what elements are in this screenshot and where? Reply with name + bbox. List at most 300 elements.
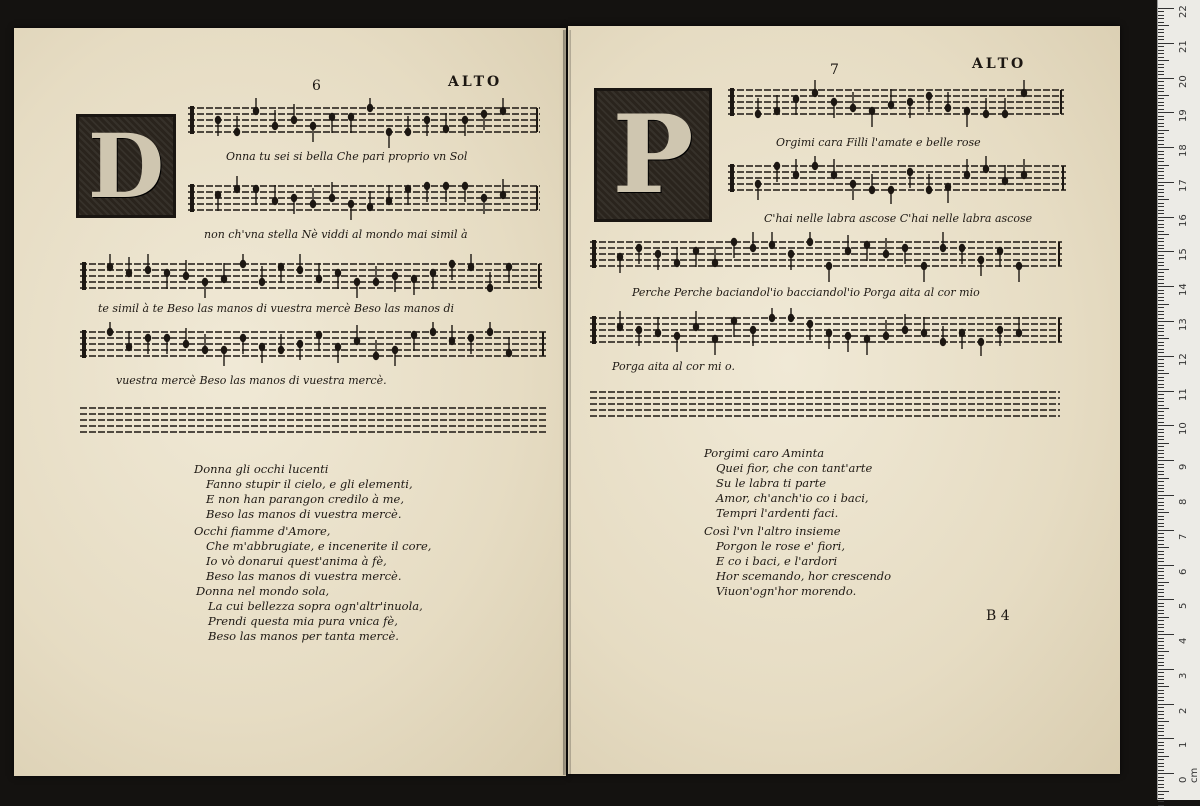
ruler-minor-tick (1158, 272, 1164, 273)
initial-letter-p: P (612, 92, 694, 218)
ruler-minor-tick (1158, 742, 1164, 743)
ruler-minor-tick (1158, 325, 1164, 326)
stanza-line: Tempri l'ardenti faci. (716, 506, 839, 520)
ruler-minor-tick (1158, 582, 1169, 583)
ruler-minor-tick (1158, 537, 1164, 538)
ruler-minor-tick (1158, 366, 1164, 367)
ruler-minor-tick (1158, 700, 1164, 701)
ruler-minor-tick (1158, 571, 1164, 572)
ruler-label: 11 (1178, 387, 1189, 401)
ruler-tick (1158, 634, 1174, 635)
ruler-minor-tick (1158, 307, 1164, 308)
ruler-minor-tick (1158, 335, 1164, 336)
staff-right-1-svg (728, 80, 1064, 130)
ruler-minor-tick (1158, 255, 1164, 256)
lyric-right-1: Orgimi cara Filli l'amate e belle rose (776, 136, 981, 149)
ruler-minor-tick (1158, 641, 1164, 642)
ruler-minor-tick (1158, 300, 1164, 301)
ruler-minor-tick (1158, 526, 1164, 527)
ruler-minor-tick (1158, 805, 1164, 806)
ruler-minor-tick (1158, 126, 1164, 127)
ruler-minor-tick (1158, 658, 1164, 659)
ruler-minor-tick (1158, 279, 1164, 280)
clef-mark (82, 262, 86, 290)
ruler-minor-tick (1158, 756, 1169, 757)
stanza-line: Beso las manos di vuestra mercè. (206, 569, 402, 583)
ruler-minor-tick (1158, 443, 1169, 444)
stanza-line: Quei fior, che con tant'arte (716, 461, 873, 475)
ruler-minor-tick (1158, 370, 1164, 371)
ruler-tick (1158, 704, 1174, 705)
ruler-minor-tick (1158, 763, 1164, 764)
ruler-minor-tick (1158, 745, 1164, 746)
ruler-label: 0 cm (1178, 767, 1200, 784)
ruler-minor-tick (1158, 603, 1164, 604)
ruler-minor-tick (1158, 471, 1164, 472)
ruler-minor-tick (1158, 91, 1164, 92)
ruler-minor-tick (1158, 133, 1164, 134)
ruler-tick (1158, 78, 1174, 79)
ruler-minor-tick (1158, 766, 1164, 767)
left-decorated-initial (76, 114, 176, 218)
staff-right-4 (590, 308, 1062, 358)
staff-right-1 (728, 80, 1064, 130)
clef-mark (190, 184, 194, 212)
ruler-tick (1158, 530, 1174, 531)
stanza-line: Che m'abbrugiate, e incenerite il core, (206, 539, 432, 553)
ruler-minor-tick (1158, 32, 1164, 33)
ruler-minor-tick (1158, 721, 1169, 722)
ruler-minor-tick (1158, 363, 1164, 364)
ruler-tick (1158, 356, 1174, 357)
ruler-minor-tick (1158, 227, 1164, 228)
ruler-minor-tick (1158, 606, 1164, 607)
stanza-line: Donna nel mondo sola, (196, 584, 330, 598)
ruler-minor-tick (1158, 36, 1164, 37)
ruler-minor-tick (1158, 22, 1164, 23)
clef-mark (592, 316, 596, 344)
ruler-minor-tick (1158, 46, 1164, 47)
ruler-minor-tick (1158, 439, 1164, 440)
ruler-minor-tick (1158, 304, 1169, 305)
ruler-minor-tick (1158, 265, 1164, 266)
ruler-label: 14 (1178, 283, 1189, 297)
ruler-minor-tick (1158, 798, 1164, 799)
clef-mark (190, 106, 194, 134)
ruler-minor-tick (1158, 50, 1164, 51)
ruler-minor-tick (1158, 415, 1164, 416)
stanza-line: Su le labra ti parte (716, 476, 827, 490)
ruler-minor-tick (1158, 380, 1164, 381)
ruler-tick (1158, 251, 1174, 252)
ruler-minor-tick (1158, 714, 1164, 715)
initial-letter-d: D (87, 114, 165, 218)
ruler-minor-tick (1158, 67, 1164, 68)
ruler-minor-tick (1158, 787, 1164, 788)
stanza-line: Io vò donarui quest'anima à fè, (206, 554, 387, 568)
ruler-minor-tick (1158, 178, 1164, 179)
clef-mark (730, 88, 734, 116)
ruler-minor-tick (1158, 224, 1164, 225)
ruler-minor-tick (1158, 731, 1164, 732)
staff-left-empty (80, 398, 548, 442)
ruler-label: 1 (1178, 742, 1189, 749)
staff-left-empty-svg (80, 398, 548, 442)
ruler-minor-tick (1158, 175, 1164, 176)
ruler-minor-tick (1158, 554, 1164, 555)
ruler-minor-tick (1158, 683, 1164, 684)
ruler-minor-tick (1158, 516, 1164, 517)
stanza-line: La cui bellezza sopra ogn'altr'inuola, (208, 599, 423, 613)
ruler-minor-tick (1158, 749, 1164, 750)
ruler-minor-tick (1158, 651, 1169, 652)
ruler-tick (1158, 286, 1174, 287)
ruler-minor-tick (1158, 328, 1164, 329)
ruler-minor-tick (1158, 770, 1164, 771)
staff-left-4 (80, 322, 546, 372)
ruler-label: 13 (1178, 318, 1189, 332)
ruler-minor-tick (1158, 645, 1164, 646)
ruler-tick (1158, 669, 1174, 670)
ruler-minor-tick (1158, 199, 1169, 200)
ruler-minor-tick (1158, 220, 1164, 221)
ruler-minor-tick (1158, 408, 1169, 409)
ruler-minor-tick (1158, 140, 1164, 141)
ruler-minor-tick (1158, 561, 1164, 562)
stanza-line: Porgimi caro Aminta (704, 446, 825, 460)
ruler-minor-tick (1158, 690, 1164, 691)
ruler-minor-tick (1158, 144, 1164, 145)
ruler-minor-tick (1158, 210, 1164, 211)
ruler-minor-tick (1158, 575, 1164, 576)
stanza-line: Amor, ch'anch'io co i baci, (716, 491, 869, 505)
ruler-minor-tick (1158, 589, 1164, 590)
ruler-tick (1158, 43, 1174, 44)
ruler-label: 8 (1178, 498, 1189, 505)
ruler-minor-tick (1158, 29, 1164, 30)
ruler-minor-tick (1158, 359, 1164, 360)
clef-mark (730, 164, 734, 192)
ruler-minor-tick (1158, 314, 1164, 315)
ruler-tick (1158, 773, 1174, 774)
ruler-minor-tick (1158, 60, 1169, 61)
ruler-tick (1158, 391, 1174, 392)
ruler-minor-tick (1158, 801, 1164, 802)
ruler-label: 12 (1178, 353, 1189, 366)
ruler-minor-tick (1158, 189, 1164, 190)
ruler-minor-tick (1158, 491, 1164, 492)
ruler-minor-tick (1158, 116, 1164, 117)
ruler-label: 16 (1178, 213, 1189, 227)
ruler-minor-tick (1158, 196, 1164, 197)
ruler-minor-tick (1158, 620, 1164, 621)
ruler-minor-tick (1158, 71, 1164, 72)
ruler-label: 22 (1178, 5, 1189, 18)
ruler-minor-tick (1158, 672, 1164, 673)
ruler-minor-tick (1158, 25, 1169, 26)
ruler-label: 20 (1178, 74, 1189, 88)
staff-left-1-svg (188, 98, 540, 150)
ruler-minor-tick (1158, 231, 1164, 232)
ruler-minor-tick (1158, 474, 1164, 475)
ruler-minor-tick (1158, 686, 1169, 687)
ruler-minor-tick (1158, 234, 1169, 235)
lyric-right-4: Porga aita al cor mi o. (612, 360, 735, 373)
ruler-minor-tick (1158, 697, 1164, 698)
ruler-minor-tick (1158, 137, 1164, 138)
stanza-right-1 (704, 446, 872, 521)
ruler-minor-tick (1158, 206, 1164, 207)
ruler-minor-tick (1158, 707, 1164, 708)
ruler-minor-tick (1158, 18, 1164, 19)
ruler-minor-tick (1158, 544, 1164, 545)
ruler-minor-tick (1158, 558, 1164, 559)
ruler-tick (1158, 147, 1174, 148)
stanza-line: Così l'vn l'altro insieme (704, 524, 841, 538)
ruler-minor-tick (1158, 154, 1164, 155)
stanza-left-3 (196, 584, 423, 644)
ruler-minor-tick (1158, 436, 1164, 437)
stanza-line: Viuon'ogn'hor morendo. (716, 584, 857, 598)
ruler-tick (1158, 217, 1174, 218)
ruler-minor-tick (1158, 151, 1164, 152)
ruler-minor-tick (1158, 617, 1169, 618)
lyric-left-4: vuestra mercè Beso las manos di vuestra mercè. (116, 374, 387, 387)
ruler-minor-tick (1158, 185, 1164, 186)
ruler-minor-tick (1158, 342, 1164, 343)
ruler-tick (1158, 738, 1174, 739)
ruler-minor-tick (1158, 88, 1164, 89)
lyric-left-1: Onna tu sei si bella Che pari proprio vn Sol (226, 150, 468, 163)
ruler-minor-tick (1158, 39, 1164, 40)
stanza-line: Beso las manos di vuestra mercè. (206, 507, 402, 521)
ruler-minor-tick (1158, 161, 1164, 162)
left-voice-label: ALTO (448, 74, 503, 90)
ruler-label: 5 (1178, 602, 1189, 610)
staff-right-empty-svg (590, 382, 1060, 428)
ruler-minor-tick (1158, 57, 1164, 58)
ruler-minor-tick (1158, 679, 1164, 680)
ruler-minor-tick (1158, 777, 1164, 778)
ruler-minor-tick (1158, 158, 1164, 159)
staff-left-2 (188, 176, 540, 228)
ruler-minor-tick (1158, 74, 1164, 75)
ruler-minor-tick (1158, 238, 1164, 239)
ruler-minor-tick (1158, 450, 1164, 451)
ruler-minor-tick (1158, 373, 1169, 374)
ruler-tick (1158, 565, 1174, 566)
ruler-tick (1158, 8, 1174, 9)
ruler-minor-tick (1158, 384, 1164, 385)
ruler-minor-tick (1158, 192, 1164, 193)
ruler-label: 7 (1178, 533, 1189, 540)
ruler-minor-tick (1158, 283, 1164, 284)
ruler-minor-tick (1158, 512, 1169, 513)
ruler-minor-tick (1158, 405, 1164, 406)
ruler-minor-tick (1158, 171, 1164, 172)
right-voice-label: ALTO (972, 56, 1027, 72)
ruler-minor-tick (1158, 258, 1164, 259)
ruler-minor-tick (1158, 429, 1164, 430)
ruler-minor-tick (1158, 398, 1164, 399)
ruler-minor-tick (1158, 780, 1164, 781)
ruler-label: 3 (1178, 672, 1189, 679)
ruler-label: 2 (1178, 707, 1189, 714)
ruler-minor-tick (1158, 467, 1164, 468)
stanza-line: E co i baci, e l'ardori (716, 554, 838, 568)
ruler-minor-tick (1158, 481, 1164, 482)
ruler-minor-tick (1158, 401, 1164, 402)
ruler-label: 19 (1178, 109, 1189, 123)
ruler-minor-tick (1158, 64, 1164, 65)
ruler-minor-tick (1158, 523, 1164, 524)
ruler-tick (1158, 460, 1174, 461)
stanza-line: Prendi questa mia pura vnica fè, (208, 614, 398, 628)
ruler-tick (1158, 495, 1174, 496)
ruler-minor-tick (1158, 53, 1164, 54)
stanza-line: Fanno stupir il cielo, e gli elementi, (206, 477, 413, 491)
signature-mark: B 4 (986, 608, 1010, 624)
staff-right-2 (728, 156, 1066, 206)
ruler-minor-tick (1158, 453, 1164, 454)
staff-left-3 (80, 254, 542, 306)
left-page-number: 6 (312, 78, 321, 94)
lyric-right-3: Perche Perche baciandol'io bacciandol'io Porga aita al cor mio (632, 286, 980, 299)
ruler-minor-tick (1158, 203, 1164, 204)
ruler-minor-tick (1158, 318, 1164, 319)
ruler-minor-tick (1158, 752, 1164, 753)
ruler-minor-tick (1158, 98, 1164, 99)
staff-right-4-svg (590, 308, 1062, 358)
ruler-minor-tick (1158, 502, 1164, 503)
ruler-minor-tick (1158, 592, 1164, 593)
ruler-label: 18 (1178, 144, 1189, 158)
ruler-minor-tick (1158, 631, 1164, 632)
ruler-minor-tick (1158, 262, 1164, 263)
ruler-minor-tick (1158, 276, 1164, 277)
ruler-minor-tick (1158, 338, 1169, 339)
stanza-line: Occhi fiamme d'Amore, (194, 524, 331, 538)
ruler-minor-tick (1158, 478, 1169, 479)
staff-right-3-svg (590, 232, 1062, 284)
stanza-line: E non han parangon credilo à me, (206, 492, 405, 506)
ruler-minor-tick (1158, 345, 1164, 346)
ruler-minor-tick (1158, 547, 1169, 548)
ruler-minor-tick (1158, 735, 1164, 736)
ruler-minor-tick (1158, 119, 1164, 120)
ruler-tick (1158, 321, 1174, 322)
ruler-minor-tick (1158, 613, 1164, 614)
ruler-tick (1158, 182, 1174, 183)
ruler-label: 10 (1178, 422, 1189, 436)
lyric-left-2: non ch'vna stella Nè viddi al mondo mai simil à (204, 228, 468, 241)
ruler-minor-tick (1158, 485, 1164, 486)
ruler-tick (1158, 425, 1174, 426)
ruler-minor-tick (1158, 505, 1164, 506)
ruler-minor-tick (1158, 165, 1169, 166)
ruler-minor-tick (1158, 248, 1164, 249)
staff-right-empty (590, 382, 1060, 428)
ruler-minor-tick (1158, 627, 1164, 628)
ruler-minor-tick (1158, 293, 1164, 294)
book-gutter (563, 30, 571, 775)
ruler-minor-tick (1158, 245, 1164, 246)
ruler-minor-tick (1158, 352, 1164, 353)
ruler-minor-tick (1158, 85, 1164, 86)
ruler-minor-tick (1158, 711, 1164, 712)
ruler-minor-tick (1158, 533, 1164, 534)
staff-left-2-svg (188, 176, 540, 228)
ruler-minor-tick (1158, 446, 1164, 447)
ruler-minor-tick (1158, 728, 1164, 729)
ruler-minor-tick (1158, 648, 1164, 649)
ruler-minor-tick (1158, 519, 1164, 520)
ruler-minor-tick (1158, 411, 1164, 412)
ruler-minor-tick (1158, 297, 1164, 298)
ruler-minor-tick (1158, 791, 1169, 792)
ruler-minor-tick (1158, 394, 1164, 395)
ruler-minor-tick (1158, 213, 1164, 214)
lyric-left-3: te simil à te Beso las manos di vuestra mercè Beso las manos di (98, 302, 455, 315)
ruler-minor-tick (1158, 693, 1164, 694)
ruler-minor-tick (1158, 109, 1164, 110)
ruler-minor-tick (1158, 95, 1169, 96)
staff-left-4-svg (80, 322, 546, 372)
ruler-label: 4 (1178, 637, 1189, 645)
ruler-minor-tick (1158, 725, 1164, 726)
stanza-left-1 (194, 462, 413, 522)
staff-right-3 (590, 232, 1062, 284)
lyric-right-2: C'hai nelle labra ascose C'hai nelle labra ascose (764, 212, 1033, 225)
ruler-minor-tick (1158, 585, 1164, 586)
ruler-tick (1158, 599, 1174, 600)
ruler-minor-tick (1158, 509, 1164, 510)
ruler-minor-tick (1158, 718, 1164, 719)
ruler-minor-tick (1158, 432, 1164, 433)
staff-left-1 (188, 98, 540, 150)
ruler-minor-tick (1158, 168, 1164, 169)
ruler-label: 17 (1178, 179, 1189, 192)
ruler-minor-tick (1158, 568, 1164, 569)
ruler-minor-tick (1158, 578, 1164, 579)
measuring-ruler (1157, 0, 1200, 800)
stanza-right-2 (704, 524, 891, 599)
ruler-minor-tick (1158, 11, 1164, 12)
ruler-minor-tick (1158, 269, 1169, 270)
right-page-number: 7 (830, 62, 839, 78)
ruler-minor-tick (1158, 662, 1164, 663)
ruler-minor-tick (1158, 105, 1164, 106)
ruler-minor-tick (1158, 377, 1164, 378)
ruler-minor-tick (1158, 676, 1164, 677)
ruler-minor-tick (1158, 498, 1164, 499)
ruler-minor-tick (1158, 422, 1164, 423)
ruler-minor-tick (1158, 551, 1164, 552)
ruler-minor-tick (1158, 784, 1164, 785)
staff-left-3-svg (80, 254, 542, 306)
ruler-minor-tick (1158, 759, 1164, 760)
ruler-minor-tick (1158, 15, 1164, 16)
stanza-line: Beso las manos per tanta mercè. (208, 629, 399, 643)
ruler-label: 6 (1178, 568, 1189, 575)
ruler-minor-tick (1158, 331, 1164, 332)
ruler-minor-tick (1158, 794, 1164, 795)
ruler-minor-tick (1158, 655, 1164, 656)
ruler-minor-tick (1158, 387, 1164, 388)
ruler-minor-tick (1158, 241, 1164, 242)
ruler-minor-tick (1158, 290, 1164, 291)
ruler-minor-tick (1158, 464, 1164, 465)
